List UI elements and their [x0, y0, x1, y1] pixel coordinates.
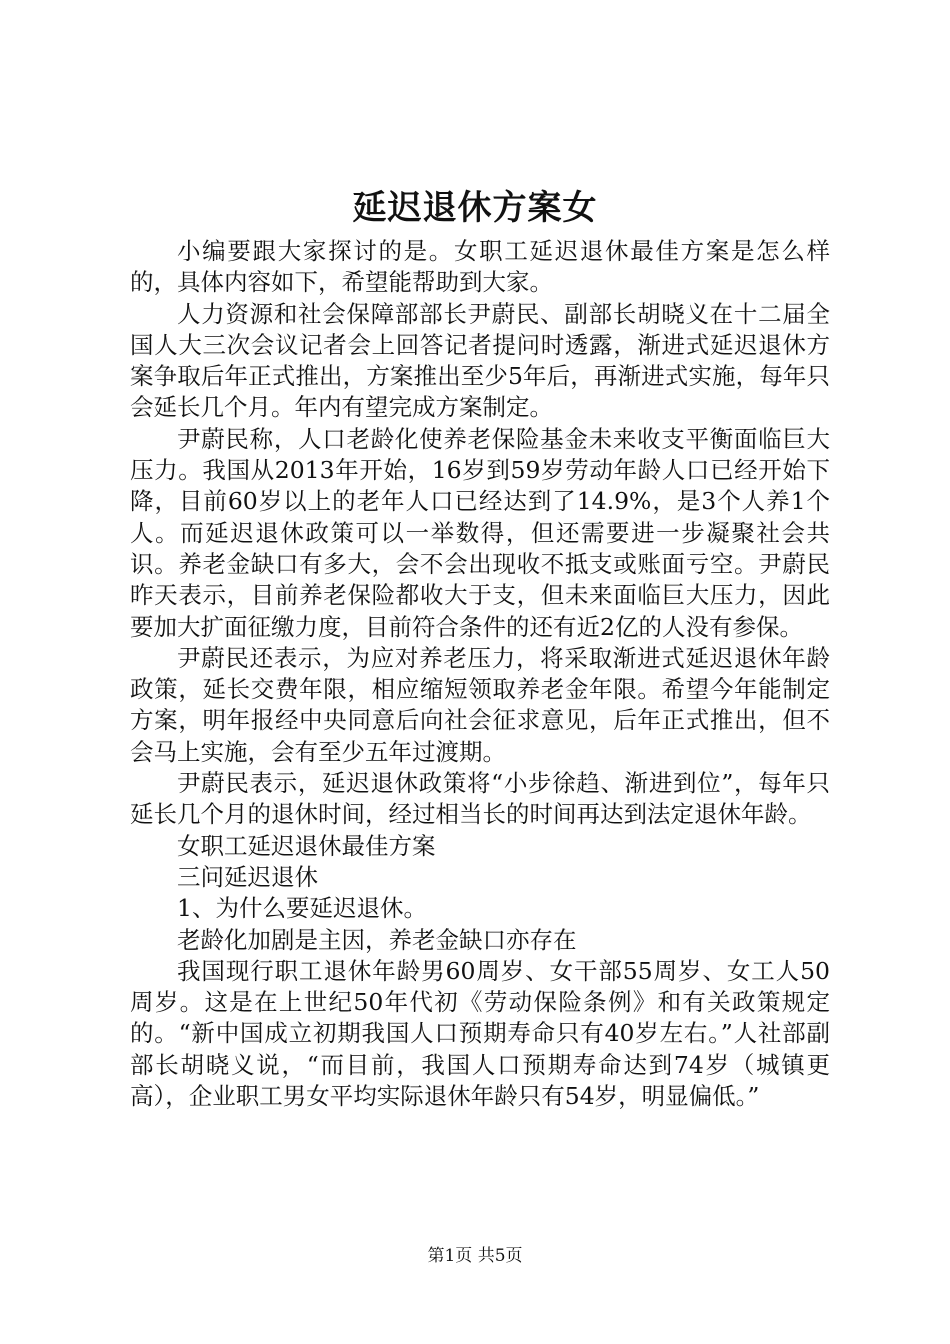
paragraph-policy-plan: 尹蔚民还表示，为应对养老压力，将采取渐进式延迟退休年龄政策，延长交费年限，相应缩短领取养老金年限。希望今年能制定方案，明年报经中央同意后向社会征求意见，后年正式推出，但不会马上实施，会有至少五年过渡期。	[130, 643, 830, 766]
question-heading-why: 1、为什么要延迟退休。	[177, 894, 427, 923]
paragraph-gradual-steps: 尹蔚民表示，延迟退休政策将“小步徐趋、渐进到位”，每年只延长几个月的退休时间，经过相当长的时间再达到法定退休年龄。	[130, 769, 830, 829]
paragraph-retirement-age: 我国现行职工退休年龄男60周岁、女干部55周岁、女工人50周岁。这是在上世纪50年代初《劳动保险条例》和有关政策规定的。“新中国成立初期我国人口预期寿命只有40岁左右。”人社部副部长胡晓义说，“而目前，我国人口预期寿命达到74岁（城镇更高），企业职工男女平均实际退休年龄只有54岁，明显偏低。”	[130, 956, 830, 1111]
section-heading-three-questions: 三问延迟退休	[177, 862, 318, 891]
paragraph-announcement: 人力资源和社会保障部部长尹蔚民、副部长胡晓义在十二届全国人大三次会议记者会上回答记者提问时透露，渐进式延迟退休方案争取后年正式推出，方案推出至少5年后，再渐进式实施，每年只会延长几个月。年内有望完成方案制定。	[130, 299, 830, 422]
document-title: 延迟退休方案女	[352, 188, 598, 228]
paragraph-intro: 小编要跟大家探讨的是。女职工延迟退休最佳方案是怎么样的，具体内容如下，希望能帮助到大家。	[130, 237, 830, 297]
answer-heading-aging: 老龄化加剧是主因，养老金缺口亦存在	[177, 925, 577, 954]
paragraph-aging-pressure: 尹蔚民称，人口老龄化使养老保险基金未来收支平衡面临巨大压力。我国从2013年开始，16岁到59岁劳动年龄人口已经开始下降，目前60岁以上的老年人口已经达到了14.9%，是3个人养1个人。而延迟退休政策可以一举数得，但还需要进一步凝聚社会共识。养老金缺口有多大，会不会出现收不抵支或账面亏空。尹蔚民昨天表示，目前养老保险都收大于支，但未来面临巨大压力，因此要加大扩面征缴力度，目前符合条件的还有近2亿的人没有参保。	[130, 424, 830, 641]
section-heading-best-plan: 女职工延迟退休最佳方案	[177, 831, 436, 860]
document-body	[130, 236, 830, 1112]
page-number-footer: 第1页 共5页	[427, 1246, 523, 1266]
